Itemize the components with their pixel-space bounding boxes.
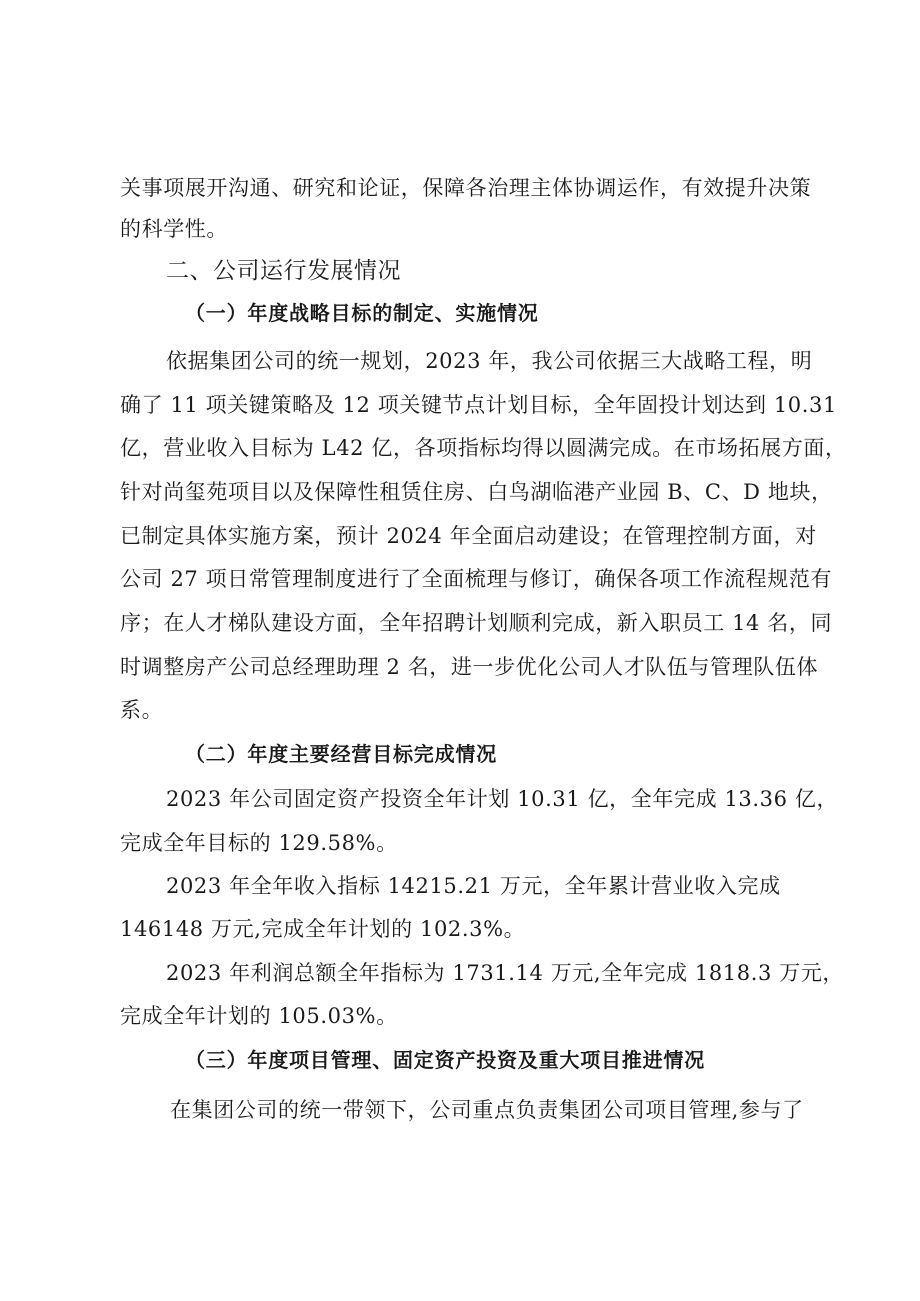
paragraph-line: 依据集团公司的统一规划，2023 年，我公司依据三大战略工程，明	[166, 349, 813, 373]
paragraph-line: 完成全年计划的 105.03%。	[120, 1004, 398, 1028]
paragraph-line: 确了 11 项关键策略及 12 项关键节点计划目标，全年固投计划达到 10.31	[120, 393, 837, 417]
paragraph-line: 146148 万元,完成全年计划的 102.3%。	[120, 917, 526, 941]
paragraph-line: 已制定具体实施方案，预计 2024 年全面启动建设；在管理控制方面，对	[120, 524, 817, 548]
paragraph-line: 关事项展开沟通、研究和论证，保障各治理主体协调运作，有效提升决策	[120, 176, 812, 200]
paragraph-line: 的科学性。	[120, 217, 228, 241]
paragraph-line: 时调整房产公司总经理助理 2 名，进一步优化公司人才队伍与管理队伍体	[120, 655, 819, 679]
paragraph-line: 针对尚玺苑项目以及保障性租赁住房、白鸟湖临港产业园 B、C、D 地块，	[120, 480, 833, 504]
subsection-heading: （一）年度战略目标的制定、实施情况	[185, 301, 539, 325]
paragraph-line: 公司 27 项日常管理制度进行了全面梳理与修订，确保各项工作流程规范有	[120, 567, 833, 591]
paragraph-line: 2023 年全年收入指标 14215.21 万元，全年累计营业收入完成	[166, 874, 781, 898]
section-heading: 二、公司运行发展情况	[166, 258, 401, 284]
paragraph-line: 亿，营业收入目标为 L42 亿，各项指标均得以圆满完成。在市场拓展方面，	[120, 436, 847, 460]
paragraph-line: 系。	[120, 698, 164, 722]
paragraph-line: 在集团公司的统一带领下，公司重点负责集团公司项目管理,参与了	[170, 1098, 804, 1122]
paragraph-line: 完成全年目标的 129.58%。	[120, 831, 398, 855]
subsection-heading: （三）年度项目管理、固定资产投资及重大项目推进情况	[185, 1048, 705, 1072]
subsection-heading: （二）年度主要经营目标完成情况	[185, 742, 497, 766]
paragraph-line: 序；在人才梯队建设方面，全年招聘计划顺利完成，新入职员工 14 名，同	[120, 611, 833, 635]
paragraph-line: 2023 年公司固定资产投资全年计划 10.31 亿，全年完成 13.36 亿，	[166, 787, 839, 811]
paragraph-line: 2023 年利润总额全年指标为 1731.14 万元,全年完成 1818.3 万元，	[166, 961, 845, 985]
